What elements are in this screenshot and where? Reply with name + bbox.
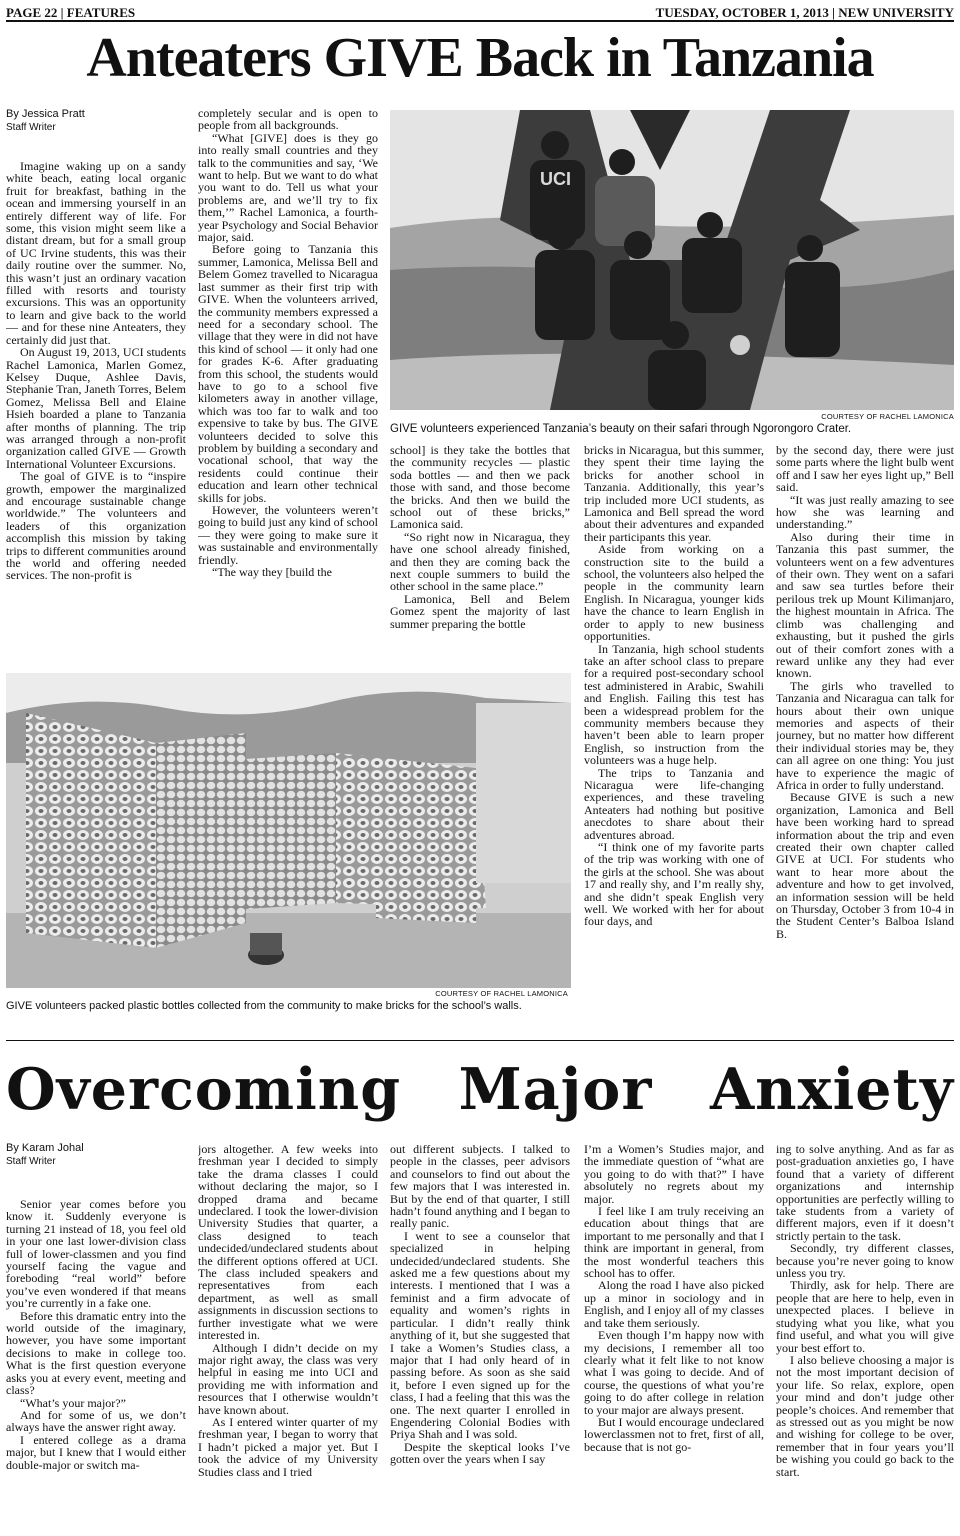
paragraph: Senior year comes before you know it. Suddenly everyone is turning 21 instead of 18, you feel old in your one last lower-division class full of lower-classmen and you find yourself facing the vague and foreboding “real world” before you’ve even wondered if that means you’re currently in a fake one.: [6, 1198, 186, 1311]
page-section-label: PAGE 22 | FEATURES: [6, 5, 136, 20]
article-column-3: [390, 1143, 570, 1532]
author-name: By Jessica Pratt: [6, 108, 85, 120]
headline-word-2: Major: [458, 1055, 653, 1123]
paragraph: On August 19, 2013, UCI students Rachel Lamonica, Marlen Gomez, Kelsey Duque, Ashlee Davis, Stephanie Tran, Janeth Torres, Belem Gomez, Melissa Bell and Elaine Hsieh boarded a plane to Tanzania after months of planning. The trip was arranged through a non-profit organization called GIVE — Growth International Volunteer Excursions.: [6, 345, 186, 471]
paragraph: I also believe choosing a major is not the most important decision of your life. So relax, explore, open your mind and don’t judge other people’s choices. And remember that as stressed out as you might be now and wishing for college to be over, remember that in four years you’ll be wishing you could go back to the start.: [776, 1352, 954, 1479]
paragraph: Along the road I have also picked up a minor in sociology and in English, and I enjoy all of my classes and take them seriously.: [584, 1278, 764, 1330]
issue-date-label: TUESDAY, OCTOBER 1, 2013 | NEW UNIVERSITY: [655, 5, 954, 20]
page-header: [6, 5, 954, 22]
paragraph: Thirdly, ask for help. There are people that are here to help, even in unexpected places. I believe in studying what you like, what you find useful, and what you will give your best effort to.: [776, 1278, 954, 1355]
paragraph: “It was just really amazing to see how she was learning and understanding.”: [776, 492, 954, 532]
paragraph: And for some of us, we don’t always have the answer right away.: [6, 1407, 186, 1435]
paragraph: In Tanzania, high school students take an after school class to prepare for a required post-secondary school test administered in Arabic, Swahili and English. Failing this test has been a widespread problem for the community members because they haven’t been able to learn proper English, so instruction from the volunteers was a huge help.: [584, 641, 764, 768]
article-column-3: [390, 444, 570, 670]
paragraph: bricks in Nicaragua, but this summer, they spent their time laying the bricks for another school in Tanzania. Additionally, this year’s trip included more UCI students, as Lamonica and Bell spread the word about their adventures and expanded their participants this year.: [584, 444, 764, 544]
paragraph: I feel like I am truly receiving an education about things that are important to me personally and that I think are important in general, from the most wonderful teachers this school has to offer.: [584, 1204, 764, 1281]
article-column-2: [198, 1143, 378, 1532]
article-headline: [6, 1055, 954, 1123]
paragraph: I’m a Women’s Studies major, and the immediate question of “what are you going to do with that?” I have absolutely no regrets about my major.: [584, 1143, 764, 1206]
paragraph: I went to see a counselor that specialized in helping undecided/undeclared students. She asked me a few questions about my interests. I mentioned that I was a feminist and a firm advocate of equality and women’s rights in particular. I didn’t really think anything of it, but she suggested that I take a Women’s Studies class, a major that I had only heard of in passing before. As soon as she said it, before I even signed up for the class, I had a feeling that this was the one. The next quarter I enrolled in Engendering Colonial Bodies with Priya Shah and I was sold.: [390, 1228, 570, 1442]
headline-word-3: Anxiety: [709, 1055, 954, 1123]
byline: [6, 1142, 191, 1168]
paragraph: Also during their time in Tanzania this past summer, the volunteers went on a few adventures of their own. They went on a safari and saw sea turtles before their perilous trek up Mount Kilimanjaro, the highest mountain in Africa. The climb was challenging and exhausting, but it pushed the girls out of their comfort zones with a reward unlike any they had ever known.: [776, 529, 954, 681]
paragraph: jors altogether. A few weeks into freshman year I decided to simply take the drama classes I could without declaring the major, so I dropped drama and became undeclared. I took the lower-division University Studies that quarter, a class designed to teach undecided/undeclared students about the different options offered at UCI. The class included speakers and representatives from each department, as well as small assignments in discussion sections to further investigate what we were interested in.: [198, 1143, 378, 1343]
article-headline: Anteaters GIVE Back in Tanzania: [86, 27, 874, 89]
paragraph: The goal of GIVE is to “inspire growth, empower the marginalized and encourage sustainable change worldwide.” The volunteers and leaders of this organization accomplish this mission by taking trips to different communities around the world and offering needed services. The non-profit is: [6, 469, 186, 583]
paragraph: Because GIVE is such a new organization, Lamonica and Bell have been working hard to spread information about the trip and even created their own chapter called GIVE at UCI. For students who want to hear more about the adventure and how to get involved, an information session will be held on Thursday, October 3 from 10-4 in the Student Center’s Balboa Island B.: [776, 790, 954, 941]
paragraph: The trips to Tanzania and Nicaragua were life-changing experiences, and these traveling Anteaters had nothing but positive anecdotes to share about their adventures abroad.: [584, 765, 764, 842]
volunteers-photo: [390, 110, 954, 410]
shirt-lettering: UCI: [540, 169, 571, 189]
byline: [6, 108, 191, 134]
paragraph: Lamonica, Bell and Belem Gomez spent the majority of last summer preparing the bottle: [390, 591, 570, 631]
author-name: By Karam Johal: [6, 1142, 84, 1154]
paragraph: “What’s your major?”: [20, 1395, 126, 1410]
paragraph: Imagine waking up on a sandy white beach, eating local organic fruit for breakfast, bathing in the ocean and immersing yourself in an entirely different way of life. For some, this vision might seem like a distant dream, but for a small group of UC Irvine students, this was their daily routine over the summer. No, this wasn’t just an ordinary vacation filled with resorts and touristy excursions. This was an opportunity to learn and give back to the world — and for these nine Anteaters, they certainly did just that.: [6, 160, 186, 347]
paragraph: I entered college as a drama major, but I knew that I would either double-major or switch ma-: [6, 1432, 186, 1472]
article-column-5: [776, 1143, 954, 1532]
author-role: Staff Writer: [6, 122, 56, 133]
article-column-2: [198, 107, 378, 670]
article-column-5: [776, 444, 954, 1019]
paragraph: completely secular and is open to people from all backgrounds.: [198, 107, 378, 133]
paragraph: Although I didn’t decide on my major right away, the class was very helpful in easing me into UCI and providing me with information and resources that I otherwise wouldn’t have known about.: [198, 1340, 378, 1417]
article-column-4: [584, 444, 764, 1019]
author-role: Staff Writer: [6, 1156, 56, 1167]
article-column-1: [6, 1198, 186, 1532]
bottle-bricks-illustration: [6, 673, 571, 988]
paragraph: Before going to Tanzania this summer, Lamonica, Melissa Bell and Belem Gomez travelled to Nicaragua last summer as their first trip with GIVE. When the volunteers arrived, the community members expressed a need for a secondary school. The village that they were in did not have this kind of school — it only had one for grades K-6. After graduating from this school, the students would have to go to a school five kilometers away in another village, which was too far to walk and too expensive to take by bus. The GIVE volunteers decided to solve this problem by building a secondary and vocational school, that way the residents could continue their education and learn other technical skills for jobs.: [198, 242, 378, 505]
paragraph: Before this dramatic entry into the world outside of the imaginary, however, you have some important decisions to make in college too. What is the first question everyone asks you at every event, meeting and class?: [6, 1308, 186, 1398]
headline-word-1: Overcoming: [6, 1055, 402, 1123]
paragraph: “What [GIVE] does is they go into really small countries and they talk to the communities and say, ‘We want to help. But we want to do what you want to do. Tell us what your problems are, and we’ll try to fix them,’” Rachel Lamonica, a fourth-year Psychology and Social Behavior major, said.: [198, 130, 378, 245]
paragraph: As I entered winter quarter of my freshman year, I began to worry that I hadn’t picked a major yet. But I took the advice of my University Studies class and I tried: [198, 1414, 378, 1479]
bottle-bricks-photo: [6, 673, 571, 988]
photo-caption: GIVE volunteers packed plastic bottles collected from the community to make bricks for the school’s walls.: [6, 1000, 522, 1012]
photo-caption: GIVE volunteers experienced Tanzania’s beauty on their safari through Ngorongoro Crater.: [390, 423, 852, 435]
paragraph: Secondly, try different classes, because you’re never going to know unless you try.: [776, 1241, 954, 1281]
photo-credit: COURTESY OF RACHEL LAMONICA: [821, 412, 954, 421]
paragraph: But I would encourage undeclared lowerclassmen not to fret, first of all, because that is not go-: [584, 1414, 764, 1454]
paragraph: “The way they [build the: [212, 565, 332, 580]
paragraph: Despite the skeptical looks I’ve gotten over the years when I say: [390, 1439, 570, 1467]
paragraph: However, the volunteers weren’t going to build just any kind of school — they were going to make sure it was sustainable and environmentally friendly.: [198, 503, 378, 567]
volunteers-photo-illustration: [390, 110, 954, 410]
paragraph: “I think one of my favorite parts of the trip was working with one of the girls at the school. She was about 17 and really shy, and I’m really shy, and she didn’t speak English very well. We worked with her for about four days, and: [584, 840, 764, 929]
paragraph: out different subjects. I talked to people in the classes, peer advisors and counselors to find out about the few majors that I was interested in. But by the end of that quarter, I still hadn’t found anything and I began to really panic.: [390, 1143, 570, 1231]
article-column-1: [6, 160, 186, 670]
paragraph: Aside from working on a construction site to the build a school, the volunteers also helped the people in the community learn English. In Nicaragua, younger kids have the chance to learn English in order to apply to new business opportunities.: [584, 542, 764, 644]
paragraph: The girls who travelled to Tanzania and Nicaragua can talk for hours about their own unique memories and aspects of their journey, but no matter how different their individual stories may be, they can all agree on one thing: You just have to experience the magic of Africa in order to fully understand.: [776, 678, 954, 792]
paragraph: ing to solve anything. And as far as post-graduation anxieties go, I have found that a variety of different organizations and internship opportunities are perfectly willing to take students from a variety of different majors, even if it doesn’t strictly pertain to the task.: [776, 1143, 954, 1243]
photo-credit: COURTESY OF RACHEL LAMONICA: [435, 989, 568, 998]
paragraph: “So right now in Nicaragua, they have one school already finished, and then they are coming back the next couple summers to build the other school in the same place.”: [390, 529, 570, 594]
paragraph: by the second day, there were just some parts where the light bulb went off and I saw her eyes light up,” Bell said.: [776, 444, 954, 495]
article-column-4: [584, 1143, 764, 1532]
article-separator: [6, 1040, 954, 1041]
paragraph: Even though I’m happy now with my decisions, I remember all too clearly what it felt like to not know what I was going to decide. And of course, the questions of what you’re going to do after college in relation to your major are always present.: [584, 1328, 764, 1417]
paragraph: school] is they take the bottles that the community recycles — plastic soda bottles — and then we pack those with sand, and those become the bricks. And then we build the school out of these bricks,” Lamonica said.: [390, 444, 570, 532]
